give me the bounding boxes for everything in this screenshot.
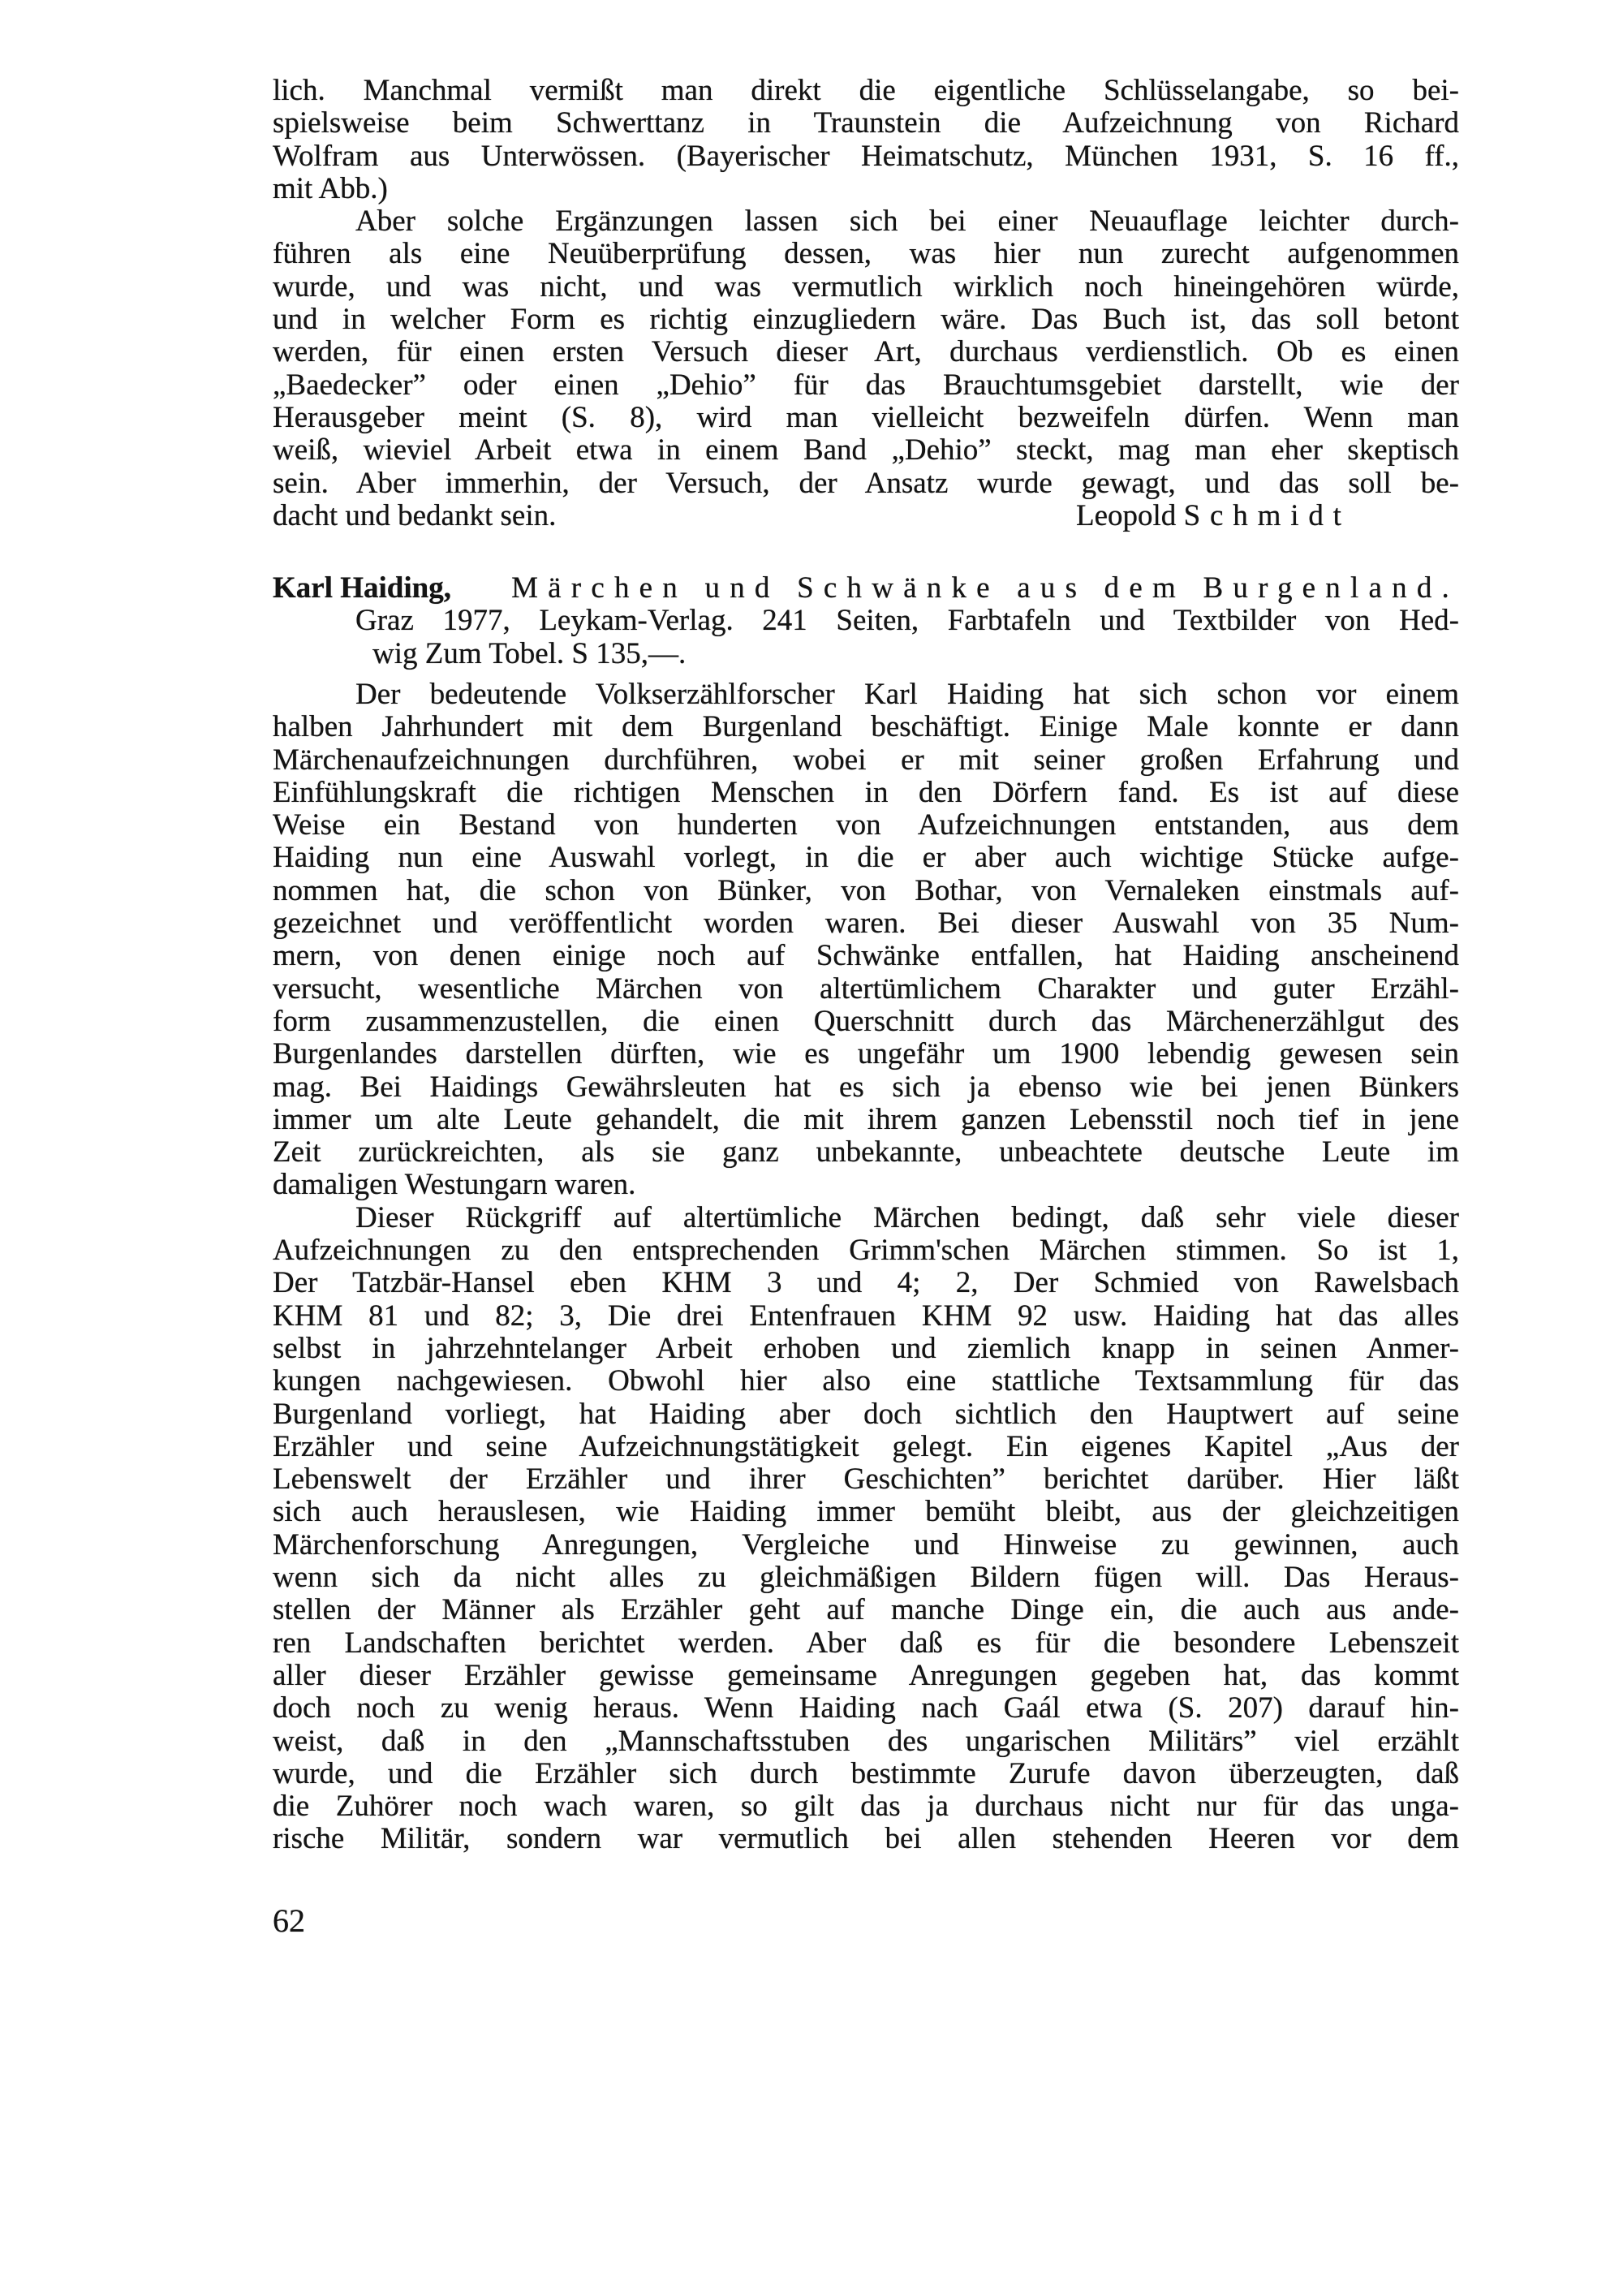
reviewer-first-name: Leopold <box>1076 498 1177 532</box>
text-line: Burgenlandes darstellen dürften, wie es ungefähr um 1900 lebendig gewesen sein <box>273 1037 1459 1071</box>
text-line: halben Jahrhundert mit dem Burgenland beschäftigt. Einige Male konnte er dann <box>273 710 1459 744</box>
text-line: sich auch herauslesen, wie Haiding immer bemüht bleibt, aus der gleichzeitigen <box>273 1495 1459 1529</box>
text-line: Lebenswelt der Erzähler und ihrer Geschichten” berichtet darüber. Hier läßt <box>273 1462 1459 1497</box>
previous-review-continuation <box>273 75 1459 532</box>
text-line: wenn sich da nicht alles zu gleichmäßigen Bildern fügen will. Das Heraus- <box>273 1561 1459 1595</box>
text-line: wurde, und die Erzähler sich durch bestimmte Zurufe davon überzeugten, daß <box>273 1756 1459 1790</box>
text-line: weiß, wieviel Arbeit etwa in einem Band „Dehio” steckt, mag man eher skeptisch <box>273 433 1459 467</box>
text-line <box>273 500 1459 532</box>
text-line: sein. Aber immerhin, der Versuch, der Ansatz wurde gewagt, und das soll be- <box>273 466 1459 500</box>
text-line: Zeit zurückreichten, als sie ganz unbekannte, unbeachtete deutsche Leute im <box>273 1135 1459 1170</box>
reviewer-last-name: Schmidt <box>1183 498 1351 532</box>
text-line: Wolfram aus Unterwössen. (Bayerischer Heimatschutz, München 1931, S. 16 ff., <box>273 139 1459 173</box>
text-line: Aber solche Ergänzungen lassen sich bei einer Neuauflage leichter durch- <box>355 205 1459 239</box>
text-line: und in welcher Form es richtig einzugliedern wäre. Das Buch ist, das soll betont <box>273 303 1459 337</box>
review-heading-line-3: wig Zum Tobel. S 135,—. <box>372 636 687 670</box>
text-line: mag. Bei Haidings Gewährsleuten hat es sich ja ebenso wie bei jenen Bünkers <box>273 1070 1459 1104</box>
review-body <box>273 678 1459 1856</box>
text-line: „Baedecker” oder einen „Dehio” für das Brauchtumsgebiet darstellt, wie der <box>273 368 1459 402</box>
text-line-content: dacht und bedankt sein. <box>273 498 557 532</box>
text-line: die Zuhörer noch wach waren, so gilt das ja durchaus nicht nur für das unga- <box>273 1790 1459 1824</box>
text-line: form zusammenzustellen, die einen Querschnitt durch das Märchenerzählgut des <box>273 1004 1459 1038</box>
text-line: Der Tatzbär-Hansel eben KHM 3 und 4; 2, Der Schmied von Rawelsbach <box>273 1266 1459 1300</box>
text-line: Haiding nun eine Auswahl vorlegt, in die er aber auch wichtige Stücke aufge- <box>273 841 1459 875</box>
text-line: Herausgeber meint (S. 8), wird man vielleicht bezweifeln dürfen. Wenn man <box>273 400 1459 434</box>
text-line: ren Landschaften berichtet werden. Aber daß es für die besondere Lebenszeit <box>273 1626 1459 1660</box>
text-line: spielsweise beim Schwerttanz in Traunstein die Aufzeichnung von Richard <box>273 106 1459 140</box>
review-heading-line-1 <box>273 572 1459 605</box>
text-line: immer um alte Leute gehandelt, die mit ihrem ganzen Lebensstil noch tief in jene <box>273 1102 1459 1136</box>
text-line: Der bedeutende Volkserzählforscher Karl Haiding hat sich schon vor einem <box>355 678 1459 711</box>
text-line: weist, daß in den „Mannschaftsstuben des ungarischen Militärs” viel erzählt <box>273 1724 1459 1758</box>
text-line: führen als eine Neuüberprüfung dessen, was hier nun zurecht aufgenommen <box>273 237 1459 271</box>
text-line: rische Militär, sondern war vermutlich bei allen stehenden Heeren vor dem <box>273 1822 1459 1856</box>
text-line: selbst in jahrzehntelanger Arbeit erhoben und ziemlich knapp in seinen Anmer- <box>273 1331 1459 1365</box>
text-line: Märchenaufzeichnungen durchführen, wobei er mit seiner großen Erfahrung und <box>273 743 1459 777</box>
text-line: stellen der Männer als Erzähler geht auf manche Dinge ein, die auch aus ande- <box>273 1593 1459 1627</box>
page-number: 62 <box>273 1902 305 1939</box>
review-author: Karl Haiding, <box>273 571 451 605</box>
text-line: Aufzeichnungen zu den entsprechenden Grimm'schen Märchen stimmen. So ist 1, <box>273 1234 1459 1268</box>
text-line: mern, von denen einige noch auf Schwänke entfallen, hat Haiding anscheinend <box>273 939 1459 973</box>
text-line: wurde, und was nicht, und was vermutlich wirklich noch hineingehören würde, <box>273 269 1459 304</box>
review-heading <box>273 572 1459 670</box>
text-line: Weise ein Bestand von hunderten von Aufzeichnungen entstanden, aus dem <box>273 808 1459 842</box>
review-heading-line-2: Graz 1977, Leykam-Verlag. 241 Seiten, Farbtafeln und Textbilder von Hed- <box>355 604 1459 638</box>
text-line: doch noch zu wenig heraus. Wenn Haiding nach Gaál etwa (S. 207) darauf hin- <box>273 1691 1459 1725</box>
reviewer-signature <box>1076 500 1351 532</box>
text-line: lich. Manchmal vermißt man direkt die eigentliche Schlüsselangabe, so bei- <box>273 74 1459 107</box>
text-line: mit Abb.) <box>273 171 388 205</box>
text-line: aller dieser Erzähler gewisse gemeinsame Anregungen gegeben hat, das kommt <box>273 1658 1459 1692</box>
text-line: kungen nachgewiesen. Obwohl hier also eine stattliche Textsammlung für das <box>273 1364 1459 1398</box>
text-line: werden, für einen ersten Versuch dieser Art, durchaus verdienstlich. Ob es einen <box>273 335 1459 369</box>
text-line: Burgenland vorliegt, hat Haiding aber doch sichtlich den Hauptwert auf seine <box>273 1397 1459 1431</box>
text-line: KHM 81 und 82; 3, Die drei Entenfrauen KHM 92 usw. Haiding hat das alles <box>273 1299 1459 1333</box>
text-line: Dieser Rückgriff auf altertümliche Märchen bedingt, daß sehr viele dieser <box>355 1200 1459 1234</box>
text-line: Märchenforschung Anregungen, Vergleiche und Hinweise zu gewinnen, auch <box>273 1527 1459 1562</box>
text-line: damaligen Westungarn waren. <box>273 1168 636 1202</box>
text-line: Einfühlungskraft die richtigen Menschen in den Dörfern fand. Es ist auf diese <box>273 775 1459 809</box>
text-line: gezeichnet und veröffentlicht worden waren. Bei dieser Auswahl von 35 Num- <box>273 907 1459 941</box>
text-line: Erzähler und seine Aufzeichnungstätigkeit gelegt. Ein eigenes Kapitel „Aus der <box>273 1429 1459 1463</box>
review-book-title: Märchen und Schwänke aus dem Burgenland. <box>511 571 1459 605</box>
text-line: versucht, wesentliche Märchen von altertümlichem Charakter und guter Erzähl- <box>273 971 1459 1006</box>
text-line: nommen hat, die schon von Bünker, von Bothar, von Vernaleken einstmals auf- <box>273 873 1459 907</box>
